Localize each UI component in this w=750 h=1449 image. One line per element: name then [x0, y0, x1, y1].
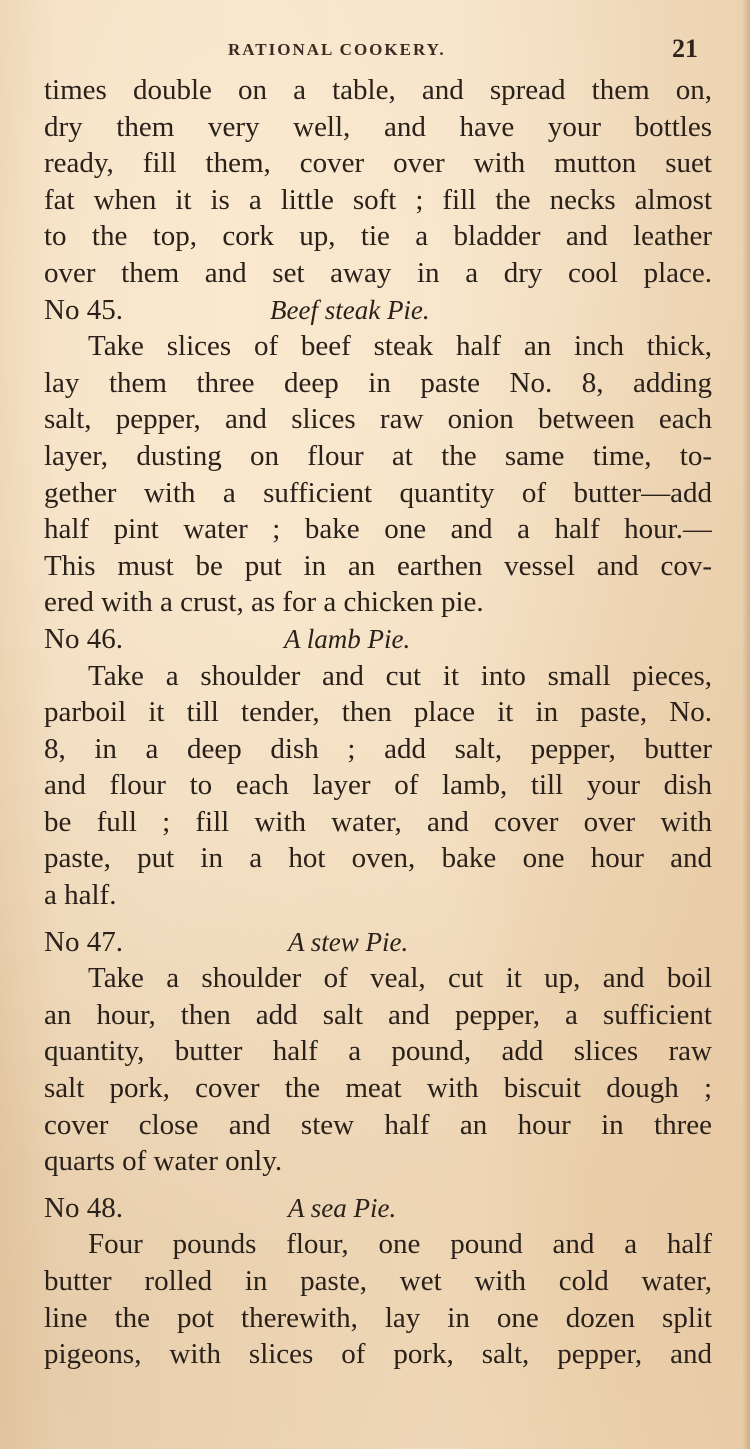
- text-line: times double on a table, and spread them on,: [44, 74, 712, 106]
- text-line: and flour to each layer of lamb, till your dish: [44, 769, 712, 802]
- text-line: Take a shoulder and cut it into small pieces,: [88, 659, 712, 692]
- recipe-title: A lamb Pie.: [284, 623, 411, 654]
- text-line: half pint water ; bake one and a half hour.—: [44, 513, 712, 546]
- recipe-heading: [44, 924, 712, 961]
- text-line: salt pork, cover the meat with biscuit dough ;: [44, 1072, 712, 1105]
- text-line: ered with a crust, as for a chicken pie.: [44, 586, 484, 619]
- text-line: salt, pepper, and slices raw onion between each: [44, 403, 712, 436]
- recipe-number: No 46.: [44, 622, 123, 655]
- text-line: Take a shoulder of veal, cut it up, and boil: [88, 962, 712, 995]
- text-line: ready, fill them, cover over with mutton suet: [44, 147, 712, 180]
- text-line: lay them three deep in paste No. 8, adding: [44, 366, 712, 399]
- recipe-number: No 48.: [44, 1191, 123, 1224]
- text-line: to the top, cork up, tie a bladder and leather: [44, 220, 712, 253]
- text-line: Take slices of beef steak half an inch thick,: [88, 330, 712, 363]
- text-line: paste, put in a hot oven, bake one hour and: [44, 842, 712, 875]
- text-line: a half.: [44, 879, 117, 912]
- spacer: [44, 1180, 712, 1190]
- text-line: This must be put in an earthen vessel and cov-: [44, 549, 712, 582]
- text-line: fat when it is a little soft ; fill the necks almost: [44, 183, 712, 216]
- running-head: [0, 36, 750, 72]
- recipe-title: A sea Pie.: [288, 1192, 397, 1223]
- text-line: quarts of water only.: [44, 1145, 283, 1178]
- spacer: [44, 914, 712, 924]
- text-line: over them and set away in a dry cool place.: [44, 256, 712, 289]
- recipe-number: No 45.: [44, 293, 123, 326]
- text-line: layer, dusting on flour at the same time, to-: [44, 439, 712, 472]
- text-line: an hour, then add salt and pepper, a sufficient: [44, 998, 712, 1031]
- recipe-heading: [44, 1190, 712, 1227]
- text-line: parboil it till tender, then place it in paste, No.: [44, 696, 712, 729]
- text-line: Four pounds flour, one pound and a half: [88, 1228, 712, 1261]
- page-edge-shadow: [742, 0, 750, 1449]
- text-line: butter rolled in paste, wet with cold water,: [44, 1265, 712, 1297]
- page-text: [44, 72, 712, 1373]
- recipe-heading: [44, 621, 712, 658]
- text-line: be full ; fill with water, and cover over with: [44, 805, 712, 838]
- recipe-heading: [44, 292, 712, 329]
- text-line: gether with a sufficient quantity of butter—add: [44, 476, 712, 509]
- recipe-number: No 47.: [44, 925, 123, 958]
- recipe-title: A stew Pie.: [288, 926, 409, 957]
- text-line: dry them very well, and have your bottles: [44, 110, 712, 143]
- page-number: 21: [672, 34, 698, 63]
- text-line: 8, in a deep dish ; add salt, pepper, butter: [44, 732, 712, 765]
- recipe-title: Beef steak Pie.: [270, 294, 430, 325]
- running-title: RATIONAL COOKERY.: [228, 40, 446, 59]
- text-line: cover close and stew half an hour in three: [44, 1108, 712, 1141]
- text-line: quantity, butter half a pound, add slices raw: [44, 1035, 712, 1068]
- text-line: pigeons, with slices of pork, salt, pepper, and: [44, 1338, 712, 1371]
- text-line: line the pot therewith, lay in one dozen split: [44, 1301, 712, 1334]
